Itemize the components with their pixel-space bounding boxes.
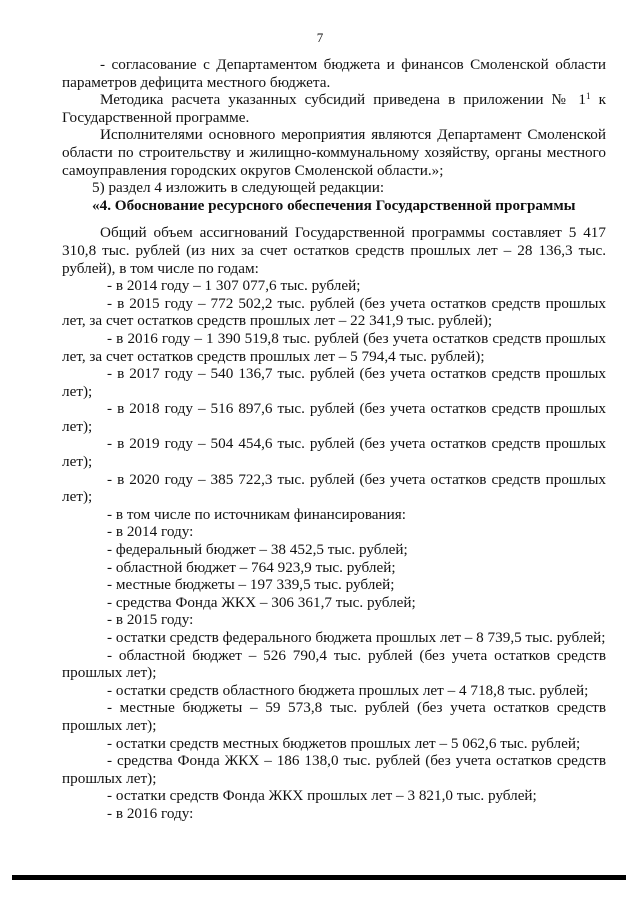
list-item-local-2014: - местные бюджеты – 197 339,5 тыс. рублей; [107,576,395,594]
paragraph-deficit-approval: - согласование с Департаментом бюджета и финансов Смоленской области параметров дефицита местного бюджета. [62,56,606,91]
paragraph-total-funding: Общий объем ассигнований Государственной программы составляет 5 417 310,8 тыс. рублей (из них за счет остатков средств прошлых лет – 28 136,3 тыс. рублей), в том числе по годам: [62,224,606,277]
paragraph-section-4-intro: 5) раздел 4 изложить в следующей редакции: [92,179,385,197]
list-item-year-2014: - в 2014 году: [107,523,194,541]
list-item-2016: - в 2016 году – 1 390 519,8 тыс. рублей (без учета остатков средств прошлых лет, за счет остатков средств прошлых лет – 5 794,4 тыс. рублей); [62,329,606,365]
list-item-local-2015: - местные бюджеты – 59 573,8 тыс. рублей (без учета остатков средств прошлых лет); [62,699,606,734]
footnote-superscript: 1 [586,91,591,102]
spacer [62,214,606,224]
list-item-year-2016: - в 2016 году: [107,804,194,822]
section-heading: «4. Обоснование ресурсного обеспечения Государственной программы [92,196,576,214]
methodology-text: Методика расчета указанных субсидий приведена в приложении № 1 [100,91,587,109]
document-body [62,56,606,823]
bottom-rule [12,875,626,880]
list-item-2019: - в 2019 году – 504 454,6 тыс. рублей (без учета остатков средств прошлых лет); [62,435,606,471]
list-item-2015: - в 2015 году – 772 502,2 тыс. рублей (без учета остатков средств прошлых лет, за счет остатков средств прошлых лет – 22 341,9 тыс. рублей); [62,294,606,330]
list-item-regional-rest-2015: - остатки средств областного бюджета прошлых лет – 4 718,8 тыс. рублей; [107,681,589,699]
list-item-2014: - в 2014 году – 1 307 077,6 тыс. рублей; [107,277,361,295]
list-item-regional-2014: - областной бюджет – 764 923,9 тыс. рублей; [107,558,396,576]
list-item-by-source: - в том числе по источникам финансирования: [107,505,407,523]
paragraph-methodology [62,91,606,126]
methodology-text-end: к Государственной программе. [62,91,606,126]
page-number: 7 [316,30,324,45]
list-item-regional-2015: - областной бюджет – 526 790,4 тыс. рублей (без учета остатков средств прошлых лет); [62,646,606,682]
list-item-local-rest-2015: - остатки средств местных бюджетов прошлых лет – 5 062,6 тыс. рублей; [107,734,581,752]
list-item-2017: - в 2017 году – 540 136,7 тыс. рублей (без учета остатков средств прошлых лет); [62,365,606,400]
list-item-fund-2014: - средства Фонда ЖКХ – 306 361,7 тыс. рублей; [107,593,416,611]
list-item-fund-2015: - средства Фонда ЖКХ – 186 138,0 тыс. рублей (без учета остатков средств прошлых лет); [62,752,606,787]
list-item-federal-rest-2015: - остатки средств федерального бюджета прошлых лет – 8 739,5 тыс. рублей; [107,629,606,646]
paragraph-executors: Исполнителями основного мероприятия являются Департамент Смоленской области по строительству и жилищно-коммунальному хозяйству, органы местного самоуправления городских округов Смоленской области.»; [62,126,606,179]
list-item-2020: - в 2020 году – 385 722,3 тыс. рублей (без учета остатков средств прошлых лет); [62,470,606,506]
list-item-fund-rest-2015: - остатки средств Фонда ЖКХ прошлых лет – 3 821,0 тыс. рублей; [107,787,537,805]
list-item-federal-2014: - федеральный бюджет – 38 452,5 тыс. рублей; [107,541,408,559]
list-item-2018: - в 2018 году – 516 897,6 тыс. рублей (без учета остатков средств прошлых лет); [62,400,606,435]
list-item-year-2015: - в 2015 году: [107,611,194,629]
